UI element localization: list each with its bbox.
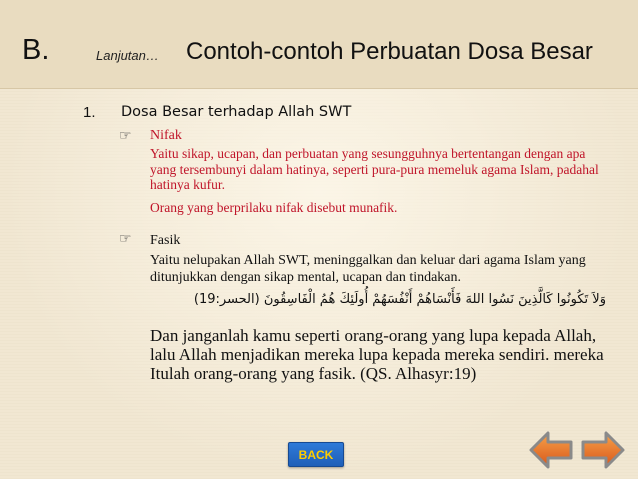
slide-title: Contoh-contoh Perbuatan Dosa Besar	[186, 38, 593, 65]
nifak-term: Nifak	[150, 128, 182, 143]
back-button[interactable]: BACK	[288, 442, 344, 467]
continuation-label: Lanjutan…	[96, 48, 159, 63]
fasik-term: Fasik	[150, 233, 181, 248]
verse-translation: Dan janganlah kamu seperti orang-orang yang lupa kepada Allah, lalu Allah menjadikan mereka lupa kepada mereka sendiri. mereka Itulah orang-orang yang fasik. (QS. Alhasyr:19)	[150, 326, 604, 383]
section-letter: B.	[22, 34, 50, 66]
quran-verse: وَلاَ تَكُونُوا كَالَّذِينَ نَسُوا اللهَ فَأَنْسَاهُمْ أَنْفُسَهُمْ أُولَئِكَ هُمُ الْفَاسِقُونَ (الحسر:19)	[193, 292, 606, 307]
left-arrow-icon	[528, 428, 574, 472]
prev-slide-button[interactable]	[528, 428, 574, 472]
pointing-hand-icon: ☞	[119, 128, 132, 144]
pointing-hand-icon: ☞	[119, 231, 132, 247]
nifak-note: Orang yang berprilaku nifak disebut munafik.	[150, 200, 398, 215]
item-number: 1.	[83, 104, 96, 121]
fasik-definition: Yaitu nelupakan Allah SWT, meninggalkan dan keluar dari agama Islam yang ditunjukkan dengan sikap mental, ucapan dan tindakan.	[150, 253, 586, 285]
right-arrow-icon	[580, 428, 626, 472]
next-slide-button[interactable]	[580, 428, 626, 472]
item-heading: Dosa Besar terhadap Allah SWT	[121, 104, 352, 120]
nifak-definition: Yaitu sikap, ucapan, dan perbuatan yang sesungguhnya bertentangan dengan apa yang tersembunyi dalam hatinya, seperti pura-pura memeluk agama Islam, padahal hatinya kufur.	[150, 146, 599, 192]
